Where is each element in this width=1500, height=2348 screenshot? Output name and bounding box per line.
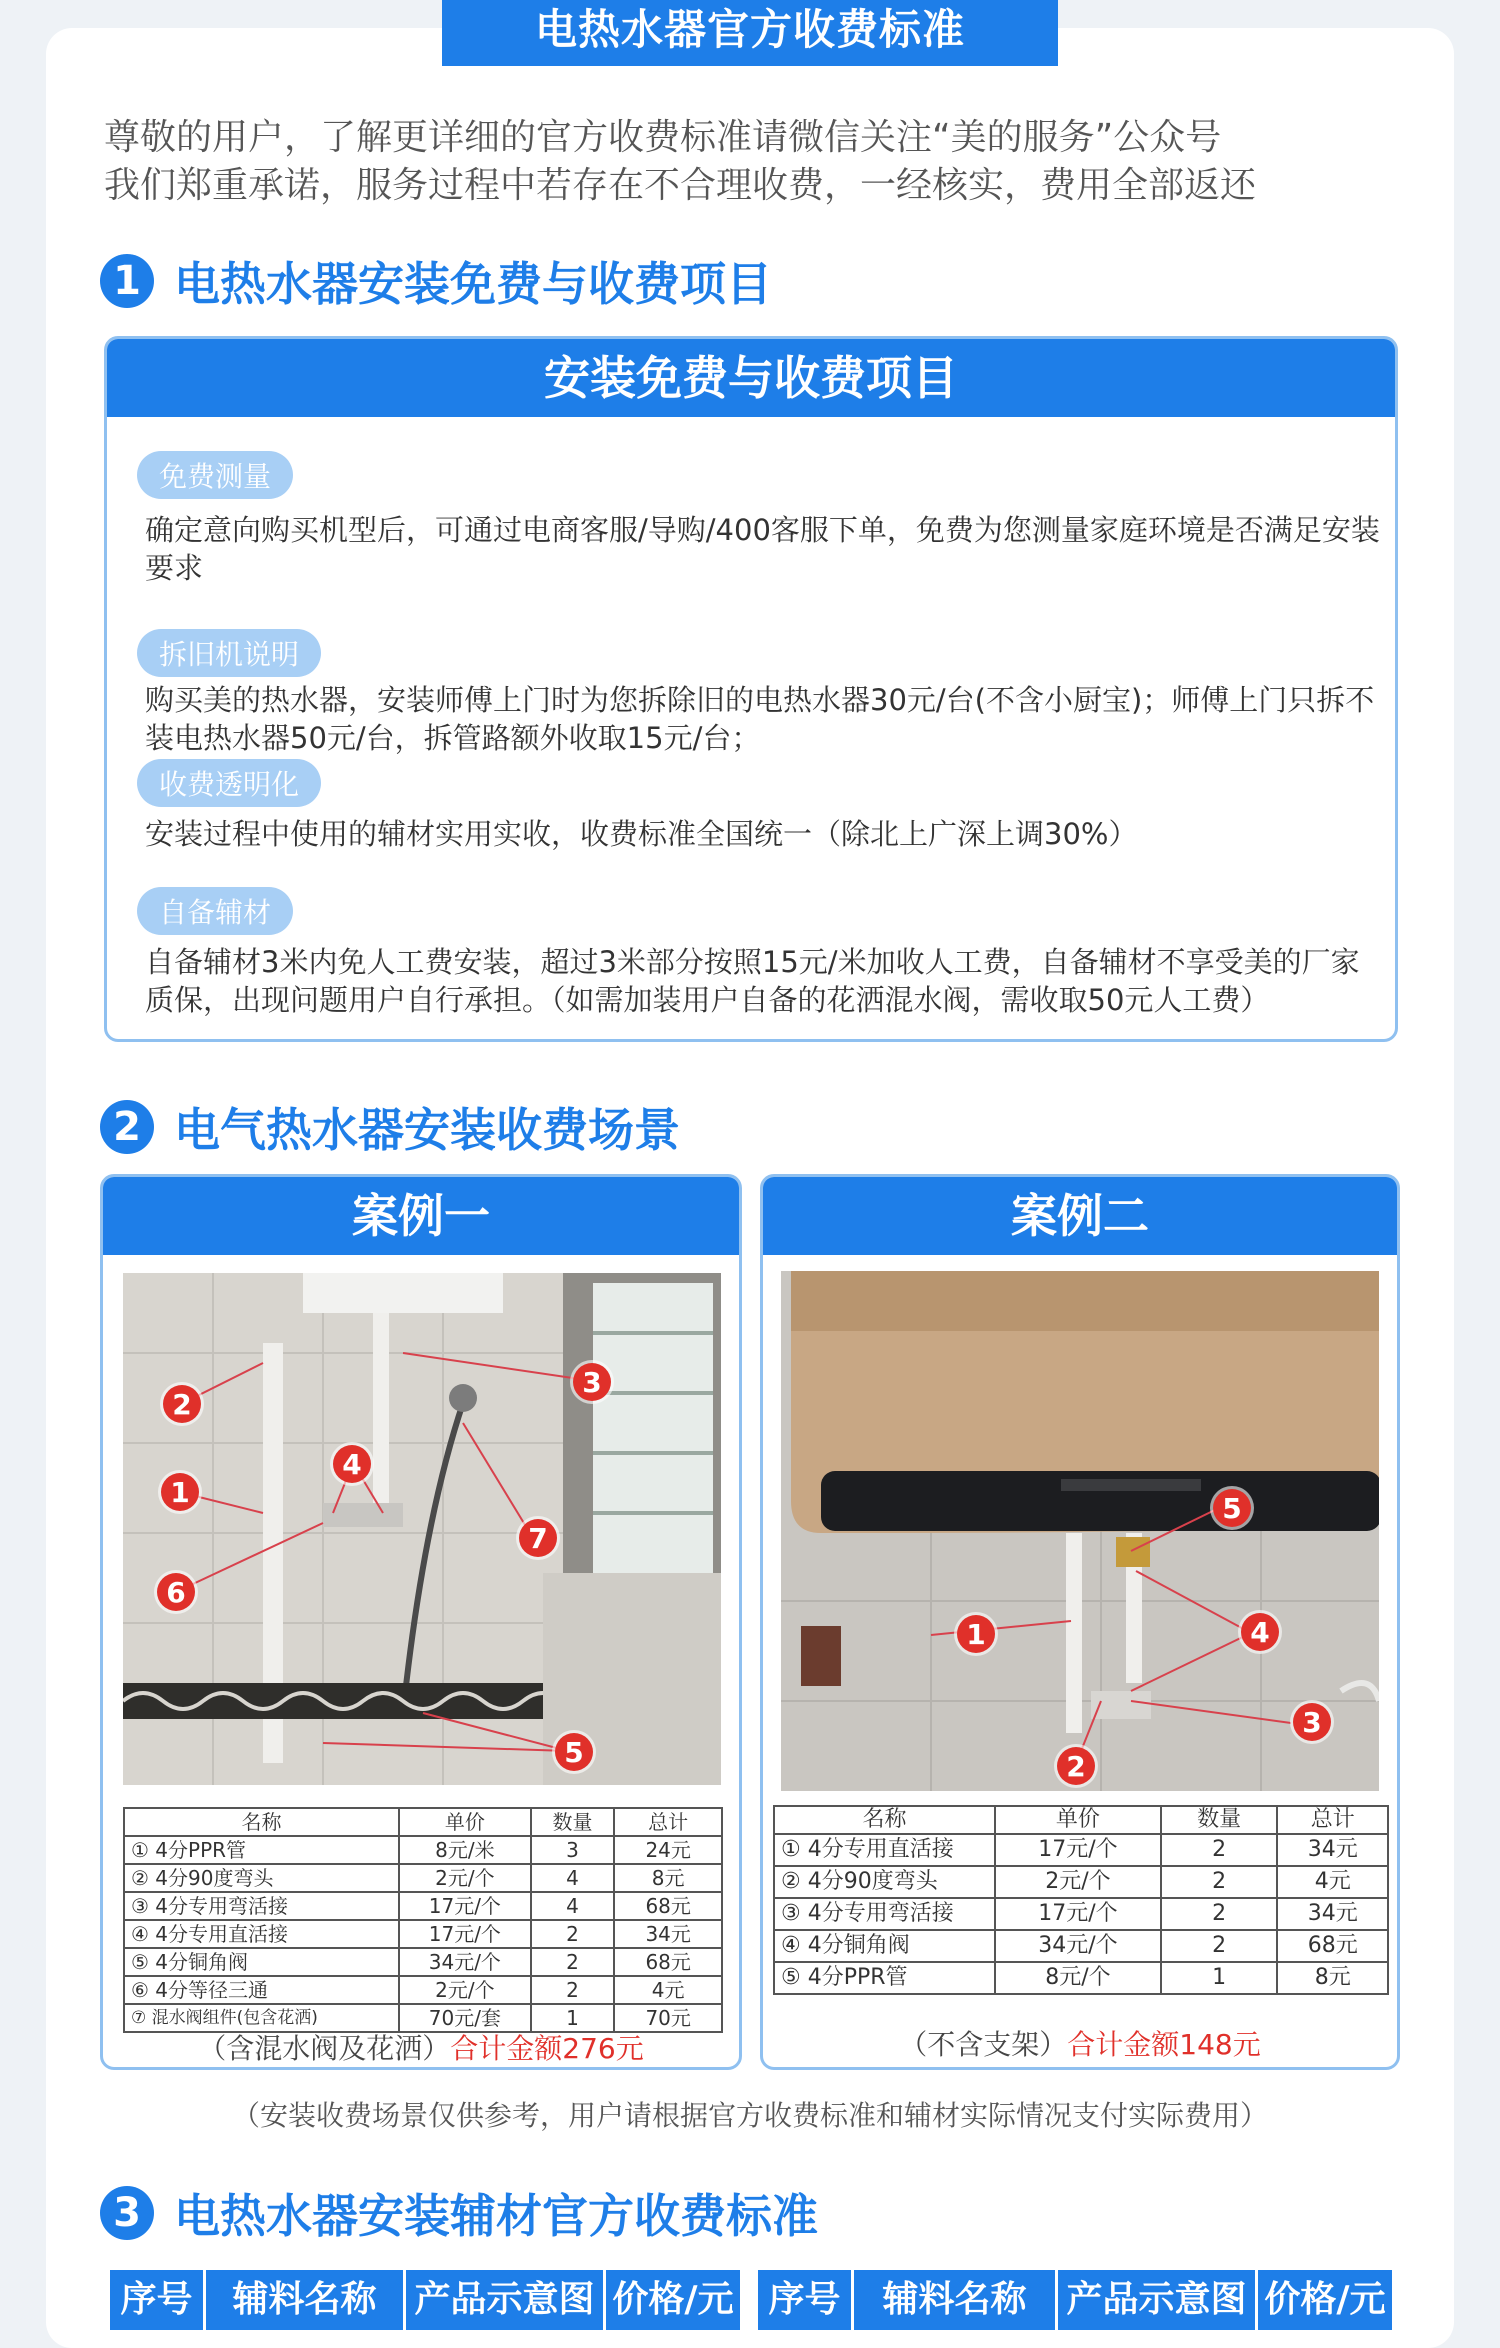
cell-name: ⑤ 4分PPR管 bbox=[774, 1962, 995, 1994]
case-1-photo bbox=[123, 1273, 721, 1785]
table-header: 名称 bbox=[774, 1806, 995, 1834]
marker-3: 3 bbox=[1293, 1703, 1331, 1741]
cell-qty: 2 bbox=[1161, 1866, 1278, 1898]
cell-name: ② 4分90度弯头 bbox=[124, 1864, 399, 1892]
cell-price: 17元/个 bbox=[995, 1898, 1161, 1930]
case-1-cost-table bbox=[123, 1807, 723, 2033]
intro-text bbox=[104, 114, 1414, 210]
cell-price: 17元/个 bbox=[399, 1920, 531, 1948]
cell-qty: 2 bbox=[1161, 1898, 1278, 1930]
marker-5: 5 bbox=[555, 1733, 593, 1771]
cell-total: 8元 bbox=[614, 1864, 722, 1892]
case-2-total-amount: 合计金额148元 bbox=[1067, 2028, 1261, 2061]
cell-name: ① 4分专用直活接 bbox=[774, 1834, 995, 1866]
table-header: 单价 bbox=[995, 1806, 1161, 1834]
cell-total: 34元 bbox=[1277, 1898, 1388, 1930]
table-header-row bbox=[124, 1808, 722, 1836]
cell-total: 4元 bbox=[1277, 1866, 1388, 1898]
case-1-total-amount: 合计金额276元 bbox=[450, 2032, 644, 2065]
table-row bbox=[124, 1836, 722, 1864]
section-1-number: 1 bbox=[100, 254, 154, 308]
cell-total: 68元 bbox=[614, 1948, 722, 1976]
fee-item-text: 自备辅材3米内免人工费安装，超过3米部分按照15元/米加收人工费，自备辅材不享受美的厂家质保，出现问题用户自行承担。（如需加装用户自备的花洒混水阀，需收取50元人工费） bbox=[145, 945, 1360, 1017]
fee-item-transparency bbox=[133, 759, 1383, 853]
fee-item-tag: 收费透明化 bbox=[137, 759, 321, 807]
cell-price: 8元/米 bbox=[399, 1836, 531, 1864]
fee-item-text: 安装过程中使用的辅材实用实收，收费标准全国统一（除北上广深上调30%） bbox=[145, 817, 1138, 851]
cell-total: 70元 bbox=[614, 2004, 722, 2032]
table-header: 序号 bbox=[758, 2270, 854, 2330]
marker-1: 1 bbox=[957, 1615, 995, 1653]
section-3-title: 电热水器安装辅材官方收费标准 bbox=[174, 2189, 818, 2243]
cell-total: 34元 bbox=[614, 1920, 722, 1948]
cell-qty: 2 bbox=[531, 1948, 615, 1976]
cell-price: 34元/个 bbox=[995, 1930, 1161, 1962]
table-header: 辅料名称 bbox=[854, 2270, 1058, 2330]
cell-name: ⑥ 4分等径三通 bbox=[124, 1976, 399, 2004]
cell-qty: 4 bbox=[531, 1864, 615, 1892]
cell-price: 2元/个 bbox=[399, 1976, 531, 2004]
case-1-total bbox=[103, 2027, 739, 2067]
cell-name: ③ 4分专用弯活接 bbox=[124, 1892, 399, 1920]
cell-total: 4元 bbox=[614, 1976, 722, 2004]
marker-2: 2 bbox=[1057, 1747, 1095, 1785]
table-header: 价格/元 bbox=[612, 2279, 734, 2320]
install-fee-box bbox=[104, 336, 1398, 1042]
table-row bbox=[124, 1892, 722, 1920]
table-header: 价格/元 bbox=[1264, 2279, 1386, 2320]
cell-name: ④ 4分铜角阀 bbox=[774, 1930, 995, 1962]
table-header: 总计 bbox=[614, 1808, 722, 1836]
section-1-title: 电热水器安装免费与收费项目 bbox=[174, 257, 772, 311]
cell-price: 70元/套 bbox=[399, 2004, 531, 2032]
case-2-photo bbox=[781, 1271, 1379, 1791]
marker-4: 4 bbox=[333, 1445, 371, 1483]
fee-item-old-removal bbox=[133, 629, 1383, 757]
table-row bbox=[124, 1948, 722, 1976]
cell-price: 2元/个 bbox=[399, 1864, 531, 1892]
cell-total: 24元 bbox=[614, 1836, 722, 1864]
table-header-row bbox=[774, 1806, 1388, 1834]
table-header: 产品示意图 bbox=[406, 2270, 606, 2330]
section-3-heading bbox=[100, 2180, 818, 2246]
table-header: 单价 bbox=[399, 1808, 531, 1836]
case-2-title: 案例二 bbox=[763, 1177, 1397, 1255]
case-2-card bbox=[760, 1174, 1400, 2070]
case-1-total-prefix: （含混水阀及花洒） bbox=[198, 2032, 451, 2065]
intro-line-2: 我们郑重承诺，服务过程中若存在不合理收费，一经核实，费用全部返还 bbox=[104, 165, 1257, 206]
cell-name: ⑦ 混水阀组件(包含花洒) bbox=[124, 2004, 399, 2032]
fee-item-text: 确定意向购买机型后，可通过电商客服/导购/400客服下单，免费为您测量家庭环境是否满足安装要求 bbox=[145, 513, 1380, 585]
cell-name: ② 4分90度弯头 bbox=[774, 1866, 995, 1898]
intro-line-1: 尊敬的用户，了解更详细的官方收费标准请微信关注“美的服务”公众号 bbox=[104, 117, 1222, 158]
section-1-heading bbox=[100, 248, 772, 314]
fee-item-tag: 免费测量 bbox=[137, 451, 293, 499]
table-row bbox=[774, 1930, 1388, 1962]
install-fee-box-title: 安装免费与收费项目 bbox=[107, 339, 1395, 417]
table-row bbox=[774, 1898, 1388, 1930]
marker-4: 4 bbox=[1241, 1613, 1279, 1651]
case-1-card bbox=[100, 1174, 742, 2070]
marker-6: 6 bbox=[157, 1573, 195, 1611]
cell-price: 17元/个 bbox=[399, 1892, 531, 1920]
fee-item-self-supplied bbox=[133, 887, 1383, 1019]
marker-1: 1 bbox=[161, 1473, 199, 1511]
case-1-title: 案例一 bbox=[103, 1177, 739, 1255]
table-row bbox=[124, 1976, 722, 2004]
page-banner: 电热水器官方收费标准 bbox=[442, 0, 1058, 66]
table-header: 总计 bbox=[1277, 1806, 1388, 1834]
fee-item-tag: 拆旧机说明 bbox=[137, 629, 321, 677]
cell-qty: 2 bbox=[531, 1920, 615, 1948]
marker-2: 2 bbox=[163, 1385, 201, 1423]
cell-price: 17元/个 bbox=[995, 1834, 1161, 1866]
cell-total: 34元 bbox=[1277, 1834, 1388, 1866]
fee-item-free-measure bbox=[133, 451, 1383, 587]
cell-total: 68元 bbox=[1277, 1930, 1388, 1962]
cell-total: 68元 bbox=[614, 1892, 722, 1920]
case-2-cost-table bbox=[773, 1805, 1389, 1995]
table-header: 名称 bbox=[124, 1808, 399, 1836]
table-header: 数量 bbox=[1161, 1806, 1278, 1834]
case-2-total-prefix: （不含支架） bbox=[899, 2028, 1068, 2061]
fee-item-text: 购买美的热水器，安装师傅上门时为您拆除旧的电热水器30元/台(不含小厨宝)；师傅上门只拆不装电热水器50元/台，拆管路额外收取15元/台； bbox=[145, 683, 1375, 755]
cell-name: ① 4分PPR管 bbox=[124, 1836, 399, 1864]
cell-price: 2元/个 bbox=[995, 1866, 1161, 1898]
table-row bbox=[774, 1834, 1388, 1866]
cell-qty: 2 bbox=[1161, 1834, 1278, 1866]
table-header: 辅料名称 bbox=[206, 2270, 406, 2330]
cell-qty: 1 bbox=[531, 2004, 615, 2032]
fee-item-tag: 自备辅材 bbox=[137, 887, 293, 935]
table-header: 序号 bbox=[110, 2270, 206, 2330]
water-heater-illustration bbox=[781, 1271, 1379, 1791]
cell-qty: 3 bbox=[531, 1836, 615, 1864]
table-row bbox=[774, 1962, 1388, 1994]
section-2-number: 2 bbox=[100, 1100, 154, 1154]
cell-name: ⑤ 4分铜角阀 bbox=[124, 1948, 399, 1976]
table-row bbox=[774, 1866, 1388, 1898]
case-2-total bbox=[763, 2023, 1397, 2063]
marker-3: 3 bbox=[573, 1363, 611, 1401]
marker-7: 7 bbox=[519, 1519, 557, 1557]
cell-name: ④ 4分专用直活接 bbox=[124, 1920, 399, 1948]
marker-5: 5 bbox=[1213, 1489, 1251, 1527]
cell-qty: 4 bbox=[531, 1892, 615, 1920]
cell-qty: 2 bbox=[531, 1976, 615, 2004]
cell-name: ③ 4分专用弯活接 bbox=[774, 1898, 995, 1930]
section-3-number: 3 bbox=[100, 2186, 154, 2240]
scenario-note: （安装收费场景仅供参考，用户请根据官方收费标准和辅材实际情况支付实际费用） bbox=[231, 2099, 1268, 2132]
cell-price: 8元/个 bbox=[995, 1962, 1161, 1994]
table-header: 产品示意图 bbox=[1058, 2270, 1258, 2330]
table-header: 数量 bbox=[531, 1808, 615, 1836]
cell-price: 34元/个 bbox=[399, 1948, 531, 1976]
section-2-heading bbox=[100, 1094, 680, 1160]
cell-total: 8元 bbox=[1277, 1962, 1388, 1994]
table-row bbox=[124, 1864, 722, 1892]
material-table-right-header bbox=[758, 2270, 1392, 2330]
material-table-left-header bbox=[110, 2270, 740, 2330]
section-2-title: 电气热水器安装收费场景 bbox=[174, 1103, 680, 1157]
cell-qty: 2 bbox=[1161, 1930, 1278, 1962]
table-row bbox=[124, 1920, 722, 1948]
cell-qty: 1 bbox=[1161, 1962, 1278, 1994]
bathroom-install-illustration bbox=[123, 1273, 721, 1785]
